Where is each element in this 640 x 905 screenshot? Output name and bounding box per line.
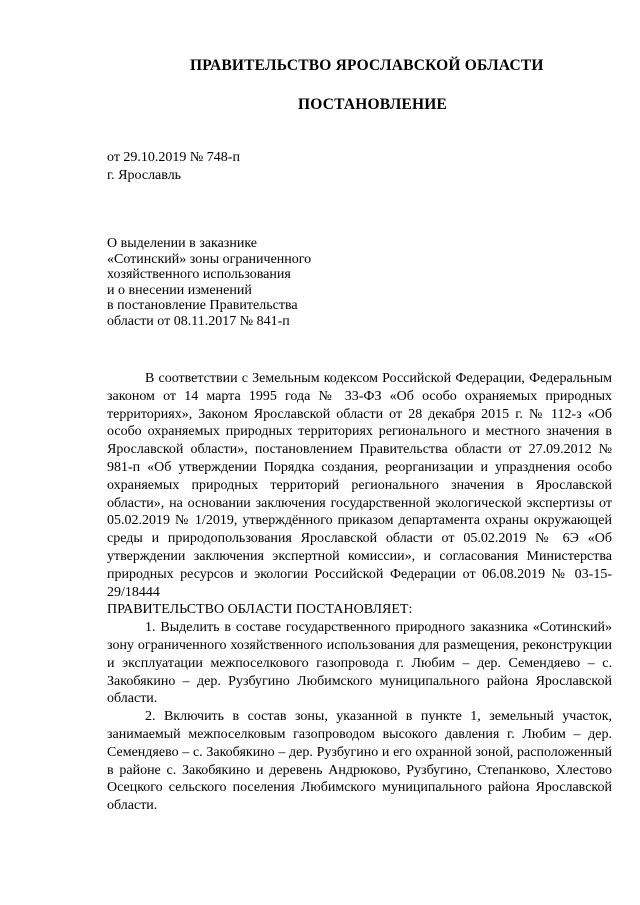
resolves-line: ПРАВИТЕЛЬСТВО ОБЛАСТИ ПОСТАНОВЛЯЕТ: <box>107 602 413 618</box>
subject-line: области от 08.11.2017 № 841-п <box>107 313 290 329</box>
subject-line: «Сотинский» зоны ограниченного <box>107 251 312 267</box>
preamble-paragraph: В соответствии с Земельным кодексом Российской Федерации, Федеральным законом от 14 марта 1995 года № 33-ФЗ «Об особо охраняемых природных территориях», Законом Ярославской области от 28 декабря 2015 г. № 112-з «Об особо охраняемых природных территориях регионального и местного значения в Ярославской области», постановлением Правительства области от 27.09.2012 № 981-п «Об утверждении Порядка создания, реорганизации и упразднения особо охраняемых природных территорий регионального значения в Ярославской области», на основании заключения государственной экологической экспертизы от 05.02.2019 № 1/2019, утверждённого приказом департамента охраны окружающей среды и природопользования Ярославской области от 05.02.2019 № 6Э «Об утверждении заключения экспертной комиссии», и согласования Министерства природных ресурсов и экологии Российской Федерации от 06.08.2019 № 03-15-29/18444 <box>107 371 612 600</box>
subject-line: О выделении в заказнике <box>107 236 257 251</box>
government-title: ПРАВИТЕЛЬСТВО ЯРОСЛАВСКОЙ ОБЛАСТИ <box>190 57 544 74</box>
subject-line: в постановление Правительства <box>107 298 298 314</box>
document-type-title: ПОСТАНОВЛЕНИЕ <box>298 96 448 113</box>
date-number: от 29.10.2019 № 748-п <box>107 150 240 165</box>
item-2-paragraph: 2. Включить в состав зоны, указанной в пункте 1, земельный участок, занимаемый межпоселковым газопроводом высокого давления г. Любим – дер. Семендяево – с. Закобякино – дер. Рузбугино и его охранной зоной, расположенный в районе с. Закобякино и деревень Андрюково, Рузбугино, Степанково, Хлестово Осецкого сельского поселения Любимского муниципального района Ярославской области. <box>107 709 612 814</box>
city: г. Ярославль <box>107 168 182 183</box>
item-1-paragraph: 1. Выделить в составе государственного природного заказника «Сотинский» зону ограниченного хозяйственного использования для размещения, реконструкции и эксплуатации межпоселкового газопровода г. Любим – дер. Семендяево – с. Закобякино – дер. Рузбугино Любимского муниципального района Ярославской области. <box>107 620 612 707</box>
subject-line: и о внесении изменений <box>107 282 252 298</box>
document-body <box>107 370 612 815</box>
subject-line: хозяйственного использования <box>107 267 291 283</box>
subject-block <box>107 236 311 330</box>
